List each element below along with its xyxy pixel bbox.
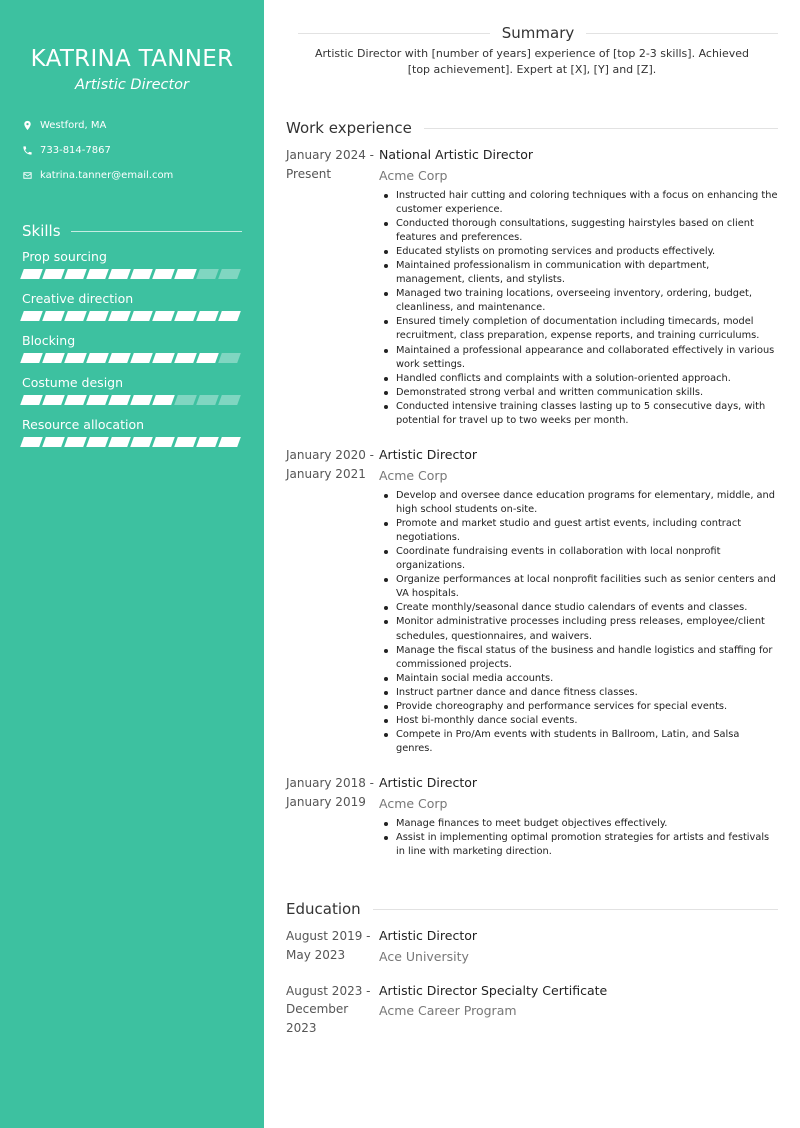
job-entry [286,446,778,756]
skill-level-filled [152,311,174,321]
job-bullet: Host bi-monthly dance social events. [379,714,778,728]
job-bullets [379,489,778,757]
job-company: Acme Corp [379,795,448,811]
skill-item [22,333,242,363]
education-title: Education [286,900,361,919]
skill-level-empty [196,269,218,279]
job-title: Artistic Director [379,775,478,791]
education-date: August 2023 - December 2023 [286,983,371,1035]
summary-title: Summary [501,24,575,42]
skill-level-empty [196,395,218,405]
sidebar [0,0,264,1128]
skill-level-filled [108,395,130,405]
work-list [286,146,778,859]
work-divider [424,128,778,129]
job-title: National Artistic Director [379,147,534,162]
skill-item [22,375,242,405]
location-pin-icon [22,120,33,131]
job-date: January 2020 - January 2021 [286,448,374,481]
skill-level-filled [108,437,130,447]
skill-level-filled [64,269,86,279]
job-bullet: Demonstrated strong verbal and written communication skills. [379,386,778,400]
skill-level-filled [174,437,196,447]
main-content [286,0,778,1037]
skill-level-filled [130,311,152,321]
skill-level-filled [108,353,130,363]
skills-list [22,249,242,447]
job-bullet: Manage the fiscal status of the business and handle logistics and staffing for commissioned projects. [379,644,778,672]
skill-level-filled [218,437,240,447]
job-bullet: Organize performances at local nonprofit facilities such as senior centers and VA hospitals. [379,573,778,601]
skill-name: Blocking [22,333,76,348]
summary-header [286,23,778,43]
skill-level-bar [22,353,242,363]
skill-level-filled [42,395,64,405]
education-body [379,927,477,966]
skills-divider [71,231,242,232]
job-date: January 2024 - Present [286,148,374,181]
contact-list [22,113,242,188]
job-bullet: Promote and market studio and guest artist events, including contract negotiations. [379,517,778,545]
job-body [379,774,778,859]
skill-level-filled [218,311,240,321]
summary-divider-left [298,33,490,34]
job-bullet: Conducted thorough consultations, suggesting hairstyles based on client features and preferences. [379,217,778,245]
job-entry [286,774,778,859]
job-bullets [379,189,778,429]
skill-level-filled [152,269,174,279]
contact-email [22,163,242,188]
skill-name: Resource allocation [22,417,145,432]
job-bullet: Manage finances to meet budget objectives effectively. [379,817,778,831]
skill-level-bar [22,269,242,279]
job-bullet: Managed two training locations, overseeing inventory, ordering, budget, cleanliness, and maintenance. [379,287,778,315]
job-body [379,446,778,756]
skill-level-filled [174,353,196,363]
skill-level-filled [130,395,152,405]
job-company: Acme Corp [379,167,448,183]
job-bullet: Create monthly/seasonal dance studio calendars of events and classes. [379,601,778,615]
job-title: Artistic Director [379,447,478,463]
contact-location [22,113,242,138]
job-bullet: Educated stylists on promoting services and products effectively. [379,245,778,259]
job-bullet: Provide choreography and performance services for special events. [379,700,778,714]
job-bullet: Conducted intensive training classes lasting up to 5 consecutive days, with potential for travel up to two weeks per month. [379,400,778,428]
job-bullet: Maintain social media accounts. [379,672,778,686]
skill-name: Prop sourcing [22,249,107,264]
education-entry [286,927,778,966]
job-bullet: Instructed hair cutting and coloring techniques with a focus on enhancing the customer experience. [379,189,778,217]
skill-level-filled [86,353,108,363]
skill-level-filled [152,437,174,447]
education-institution: Ace University [379,948,469,964]
candidate-name: KATRINA TANNER [30,46,234,72]
job-bullet: Monitor administrative processes including press releases, employee/client schedules, questionnaires, and waivers. [379,615,778,643]
job-date: January 2018 - January 2019 [286,776,374,809]
job-bullet: Coordinate fundraising events in collaboration with local nonprofit organizations. [379,545,778,573]
skill-level-filled [64,437,86,447]
skills-header [22,221,242,241]
skill-level-filled [42,311,64,321]
summary-divider-right [586,33,778,34]
skill-level-filled [152,353,174,363]
contact-location-text: Westford, MA [40,120,107,131]
skill-level-empty [218,353,240,363]
skill-level-filled [64,395,86,405]
skill-level-filled [20,437,42,447]
education-date: August 2019 - May 2023 [286,929,371,962]
skill-level-filled [108,311,130,321]
job-bullets [379,817,778,859]
skill-level-filled [20,353,42,363]
skills-title: Skills [22,222,61,240]
skill-level-filled [196,437,218,447]
job-bullet: Assist in implementing optimal promotion strategies for artists and festivals in line with marketing direction. [379,831,778,859]
skill-level-filled [130,269,152,279]
job-entry [286,146,778,428]
education-list [286,927,778,1037]
candidate-role: Artistic Director [74,77,189,93]
education-title: Artistic Director [379,928,478,944]
job-bullet: Ensured timely completion of documentation including timecards, model recruitment, class preparation, expense reports, and training curriculums. [379,315,778,343]
skill-level-filled [20,269,42,279]
job-bullet: Maintained professionalism in communication with department, management, clients, and stylists. [379,259,778,287]
job-bullet: Maintained a professional appearance and collaborated effectively in various work settings. [379,344,778,372]
skill-level-filled [196,353,218,363]
skill-item [22,417,242,447]
skill-level-filled [86,311,108,321]
skill-level-filled [20,311,42,321]
education-body [379,982,607,1038]
job-company: Acme Corp [379,467,448,483]
skill-item [22,291,242,321]
skill-level-empty [218,269,240,279]
skill-level-filled [130,437,152,447]
skill-level-filled [20,395,42,405]
skill-level-filled [42,437,64,447]
contact-email-text: katrina.tanner@email.com [40,170,174,181]
job-body [379,146,778,428]
contact-phone-text: 733-814-7867 [40,145,111,156]
skill-level-filled [86,269,108,279]
education-header [286,899,778,919]
skill-level-filled [42,269,64,279]
phone-icon [22,145,33,156]
work-header [286,118,778,138]
skill-level-bar [22,395,242,405]
skill-level-filled [130,353,152,363]
skill-level-filled [64,353,86,363]
skill-level-bar [22,437,242,447]
skill-level-filled [42,353,64,363]
skill-name: Costume design [22,375,124,390]
job-bullet: Develop and oversee dance education programs for elementary, middle, and high school students on-site. [379,489,778,517]
work-title: Work experience [286,119,412,137]
skill-name: Creative direction [22,291,134,306]
education-title: Artistic Director Specialty Certificate [379,982,608,998]
skill-level-filled [152,395,174,405]
skill-level-bar [22,311,242,321]
skill-level-empty [174,395,196,405]
skill-level-filled [86,395,108,405]
job-bullet: Instruct partner dance and dance fitness classes. [379,686,778,700]
education-divider [373,909,778,910]
summary-text: Artistic Director with [number of years] experience of [top 2-3 skills]. Achieved [top achievement]. Expert at [X], [Y] and [Z]. [314,47,750,76]
skill-level-filled [86,437,108,447]
job-bullet: Compete in Pro/Am events with students in Ballroom, Latin, and Salsa genres. [379,728,778,756]
skill-level-filled [108,269,130,279]
skill-level-empty [218,395,240,405]
skill-item [22,249,242,279]
skill-level-filled [174,311,196,321]
skill-level-filled [64,311,86,321]
skill-level-filled [174,269,196,279]
email-icon [22,170,33,181]
contact-phone [22,138,242,163]
education-institution: Acme Career Program [379,1003,517,1019]
job-bullet: Handled conflicts and complaints with a solution-oriented approach. [379,372,778,386]
skill-level-filled [196,311,218,321]
education-entry [286,982,778,1038]
